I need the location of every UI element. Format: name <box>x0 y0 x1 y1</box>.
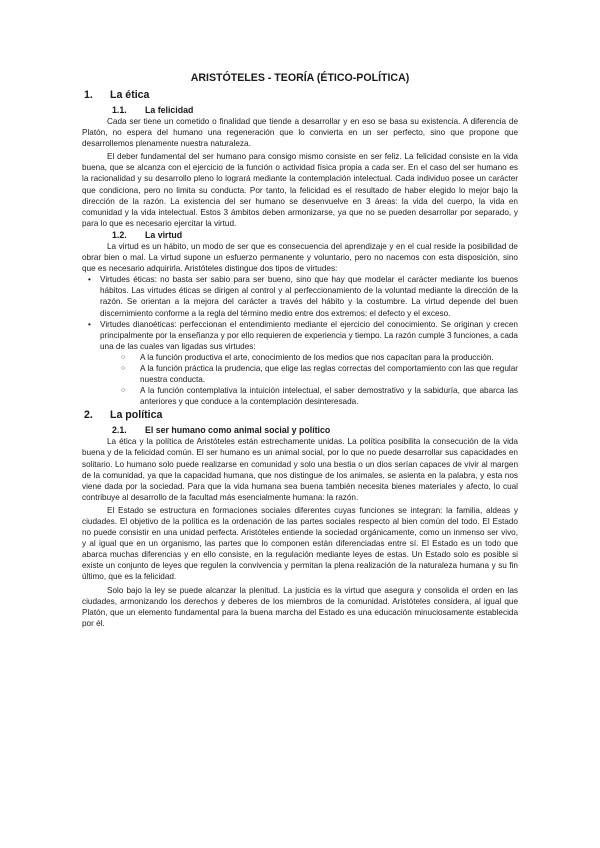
paragraph: La virtud es un hábito, un modo de ser que es consecuencia del aprendizaje y en el cual reside la posibilidad de obrar bien o mal. La virtud supone un esfuerzo permanente y voluntario, pero no nacemos con esta disposición, sino que es necesario adquirirla. Aristóteles distingue dos tipos de virtudes: <box>82 241 518 274</box>
list-item <box>82 319 518 352</box>
sub-list-item: ○ A la función productiva el arte, conocimiento de los medios que nos capacitan para la producción. <box>82 352 518 363</box>
section-title: La política <box>110 409 163 422</box>
subsection-title: La felicidad <box>145 105 194 115</box>
virtues-list <box>82 274 518 352</box>
paragraph: Cada ser tiene un cometido o finalidad que tiende a desarrollar y en eso se basa su existencia. A diferencia de Platón, no espera del humano una regeneración que lo convierta en un ser perfecto, sino que propone que desarrollemos plenamente nuestra naturaleza. <box>82 117 518 149</box>
sub-list-item: ○ A la función práctica la prudencia, que elige las reglas correctas del comportamiento con las que regular nuestra conducta. <box>82 363 518 385</box>
paragraph: Solo bajo la ley se puede alcanzar la plenitud. La justicia es la virtud que asegura y consolida el orden en las ciudades, armonizando los derechos y deberes de los miembros de la comunidad. Aristóteles considera, al igual que Platón, que un elemento fundamental para la buena marcha del Estado es una educación minuciosamente establecida por él. <box>82 585 518 628</box>
section-number: 1. <box>84 89 93 101</box>
section-heading-etica <box>82 89 518 102</box>
list-item: • Virtudes éticas: no basta ser sabio para ser bueno, sino que hay que modelar el carácter mediante los buenos hábitos. Las virtudes éticas se dirigen al control y al perfeccionamiento de la voluntad mediante la dirección de la razón. Se orientan a la mejora del carácter a través del hábito y la costumbre. La virtud depende del buen discernimiento conforme a la regla del término medio entre dos extremos: el defecto y el exceso. <box>82 274 518 318</box>
paragraph: El Estado se estructura en formaciones sociales diferentes cuyas funciones se integran: la familia, aldeas y ciudades. El objetivo de la política es la ordenación de las partes sociales respecto al bien común del todo. El Estado no puede consistir en una unidad perfecta. Aristóteles entiende la sociedad orgánicamente, como un inmenso ser vivo, y al igual que en un organismo, las partes que lo componen están diferenciadas entre sí. El Estado es un todo que abarca muchas diferencias y en ello consiste, en la regulación mediante leyes de estas. Un Estado solo es posible si existe un conjunto de leyes que regulen la convivencia y permitan la plena realización de la naturaleza humana y su fin último, que es la felicidad. <box>82 505 518 582</box>
subsection-number: 2.1. <box>112 425 127 436</box>
section-heading-politica <box>82 409 518 422</box>
subsection-number: 1.1. <box>112 105 127 115</box>
paragraph: La ética y la política de Aristóteles están estrechamente unidas. La política posibilita la consecución de la vida buena y de la felicidad común. El ser humano es un animal social, por lo que no puede desarrollar sus capacidades en solitario. Lo humano solo puede realizarse en comunidad y solo una bestia o un dios serían capaces de vivir al margen de la comunidad, ya que la capacidad humana, que nos distingue de los animales, se asienta en la palabra, y esta nos viene dada por la sociedad. Para que la vida humana sea buena también necesita bienes materiales y afecto, lo cual contribuye al desarrollo de la facultad más esencialmente humana: la razón. <box>82 437 518 502</box>
sub-list-item: ○ A la función contemplativa la intuición intelectual, el saber demostrativo y la sabiduría, que abarca las anteriores y que conduce a la contemplación desinteresada. <box>82 385 518 407</box>
page-title: ARISTÓTELES - TEORÍA (ÉTICO-POLÍTICA) <box>190 72 410 84</box>
subsection-number: 1.2. <box>112 229 127 240</box>
subsection-heading-felicidad <box>82 104 518 116</box>
list-item-text: Virtudes dianoéticas: perfeccionan el entendimiento mediante el ejercicio del conocimiento. Se originan y crecen principalmente por la enseñanza y por ello requieren de experiencia y tiempo. La razón cumple 3 funciones, a cada una de las cuales van ligadas sus virtudes: <box>100 319 518 351</box>
subsection-heading-virtud <box>82 229 518 241</box>
subsection-heading-animal-social <box>82 424 518 436</box>
section-title: La ética <box>110 89 150 101</box>
subsection-title: El ser humano como animal social y político <box>145 425 331 436</box>
section-number: 2. <box>84 409 93 422</box>
paragraph: El deber fundamental del ser humano para consigo mismo consiste en ser feliz. La felicidad consiste en la vida buena, que se alcanza con el ejercicio de la función o actividad física propia a cada ser. En el caso del ser humano es la racionalidad y su desarrollo pleno lo logrará mediante la contemplación intelectual. Cada individuo posee un carácter que condiciona, pero no limita su conducta. Por tanto, la felicidad es el resultado de haber elegido lo mejor bajo la dirección de la razón. La existencia del ser humano se desenvuelve en 3 áreas: la vida del cuerpo, la vida en comunidad y la vida intelectual. Estos 3 ámbitos deben armonizarse, ya que no se pueden desarrollar por separado, y para lo que es necesario ejercitar la virtud. <box>82 152 518 228</box>
document-page <box>82 72 518 629</box>
reason-functions-list <box>82 352 518 407</box>
subsection-title: La virtud <box>145 229 183 240</box>
